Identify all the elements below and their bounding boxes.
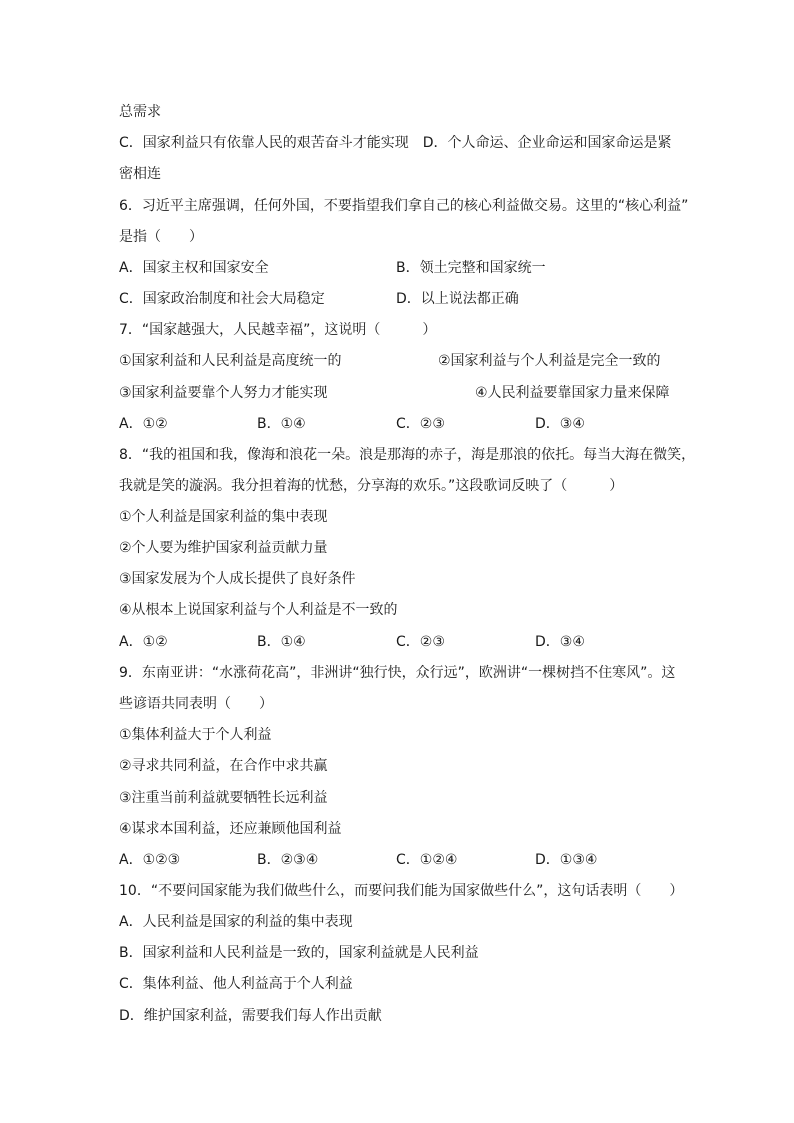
option-c: C．②③ <box>396 634 445 650</box>
text-line: 总需求 <box>119 104 161 120</box>
statement-2: ②寻求共同利益，在合作中求共赢 <box>119 758 328 774</box>
option-c: C．②③ <box>396 416 445 432</box>
question-8-stem: 8．“我的祖国和我，像海和浪花一朵。浪是那海的赤子，海是那浪的依托。每当大海在微笑， <box>119 447 696 463</box>
option-a: A．人民利益是国家的利益的集中表现 <box>119 914 353 930</box>
question-8-stem: 我就是笑的漩涡。我分担着海的忧愁，分享海的欢乐。”这段歌词反映了（ ） <box>119 478 624 494</box>
text-line: 密相连 <box>119 166 161 182</box>
question-7-stem: 7．“国家越强大，人民越幸福”，这说明（ ） <box>119 322 437 338</box>
statement-1: ①国家利益和人民利益是高度统一的 <box>119 353 342 369</box>
option-a: A．①②③ <box>119 852 181 868</box>
option-b: B．①④ <box>257 634 306 650</box>
option-b: B．国家利益和人民利益是一致的，国家利益就是人民利益 <box>119 945 479 961</box>
option-b: B．②③④ <box>257 852 319 868</box>
option-c: C．国家政治制度和社会大局稳定 <box>119 291 325 307</box>
statement-4: ④人民利益要靠国家力量来保障 <box>475 385 670 401</box>
question-6-stem: 6．习近平主席强调，任何外国，不要指望我们拿自己的核心利益做交易。这里的“核心利益” <box>119 198 689 214</box>
option-c: C．①②④ <box>396 852 458 868</box>
option-b: B．领土完整和国家统一 <box>396 260 546 276</box>
statement-3: ③注重当前利益就要牺牲长远利益 <box>119 790 328 806</box>
option-d: D．③④ <box>535 416 585 432</box>
question-9-stem: 9．东南亚讲：“水涨荷花高”，非洲讲“独行快，众行远”，欧洲讲“一棵树挡不住寒风”。这 <box>119 665 676 681</box>
option-a: A．①② <box>119 416 168 432</box>
option-d: D．①③④ <box>535 852 598 868</box>
statement-4: ④从根本上说国家利益与个人利益是不一致的 <box>119 602 398 618</box>
option-d: D．维护国家利益，需要我们每人作出贡献 <box>119 1008 382 1024</box>
option-a: A．国家主权和国家安全 <box>119 260 269 276</box>
statement-4: ④谋求本国利益，还应兼顾他国利益 <box>119 821 342 837</box>
option-d: D．③④ <box>535 634 585 650</box>
question-9-stem: 些谚语共同表明（ ） <box>119 696 273 712</box>
option-d: D．以上说法都正确 <box>396 291 519 307</box>
option-a: A．①② <box>119 634 168 650</box>
question-6-stem: 是指（ ） <box>119 229 203 245</box>
statement-3: ③国家利益要靠个人努力才能实现 <box>119 385 328 401</box>
text-line: C．国家利益只有依靠人民的艰苦奋斗才能实现 D．个人命运、企业命运和国家命运是紧 <box>119 135 672 151</box>
option-b: B．①④ <box>257 416 306 432</box>
statement-1: ①个人利益是国家利益的集中表现 <box>119 509 328 525</box>
statement-1: ①集体利益大于个人利益 <box>119 727 272 743</box>
statement-2: ②国家利益与个人利益是完全一致的 <box>438 353 661 369</box>
option-c: C．集体利益、他人利益高于个人利益 <box>119 976 353 992</box>
question-10-stem: 10．“不要问国家能为我们做些什么，而要问我们能为国家做些什么”，这句话表明（ ） <box>119 883 684 899</box>
statement-3: ③国家发展为个人成长提供了良好条件 <box>119 571 356 587</box>
statement-2: ②个人要为维护国家利益贡献力量 <box>119 540 328 556</box>
